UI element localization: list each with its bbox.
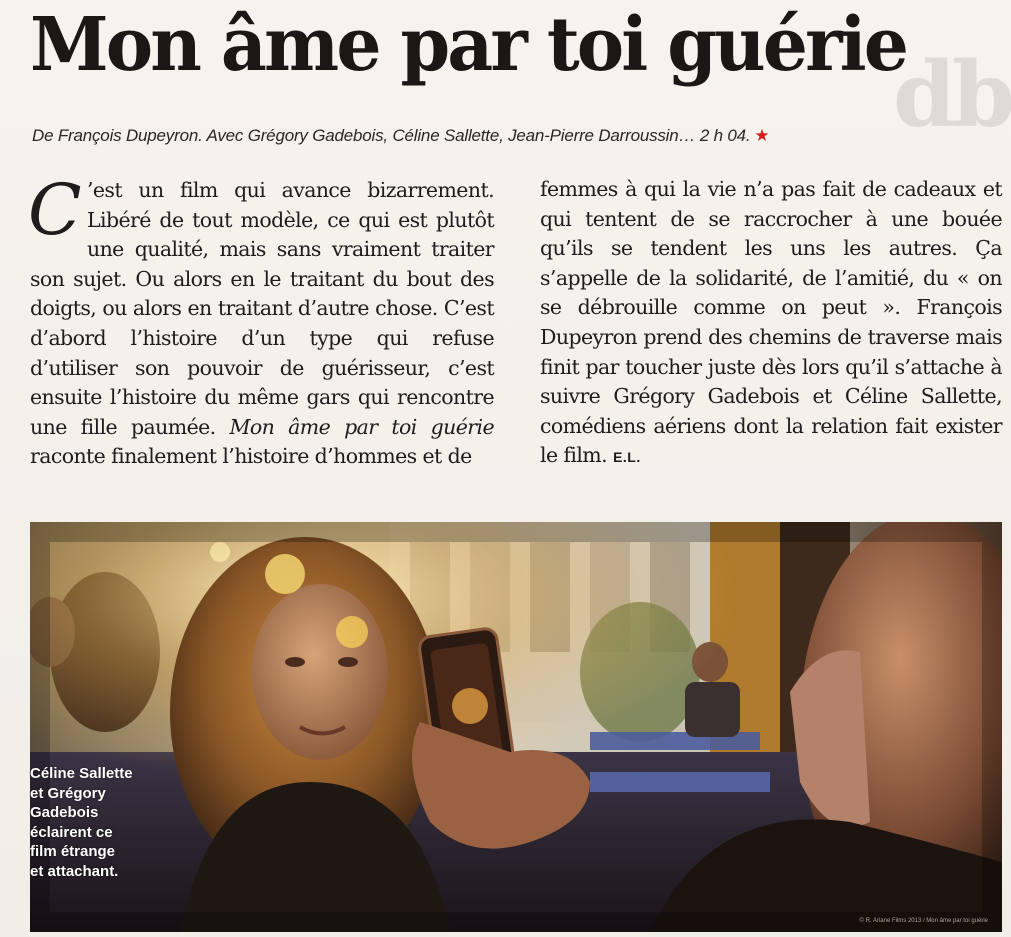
caption-line: Céline Sallette [30,765,133,782]
film-title-inline: Mon âme par toi guérie [229,414,494,439]
film-still-photo [30,522,1002,932]
film-still-illustration [30,522,1002,932]
caption-line: Gadebois [30,804,99,821]
left-column-lead: ’est un film qui avance bizarrement. Libéré de tout modèle, ce qui est plutôt une qualité, mais sans vraiment traiter son sujet. Ou alors en le traitant du bout des doigts, ou alors en traitant d’autre chose. C’est d’abord l’histoire d’un type qui refuse d’utiliser son pouvoir de guérisseur, c’est ensuite l’histoire du même gars qui rencontre une fille paumée. [30,178,494,439]
left-column-tail: raconte finalement l’histoire d’hommes et de [30,444,472,469]
caption-line: film étrange [30,843,116,860]
caption-line: éclairent ce [30,823,113,841]
caption-line: et attachant. [30,862,119,880]
article-column-right [540,175,1002,473]
photo-credit: © R. Ariane Films 2013 / Mon âme par toi guérie [859,918,988,924]
bleed-through-letters: db [893,42,1011,148]
article-title: Mon âme par toi guérie [30,2,907,88]
drop-cap: C [28,169,81,251]
right-column-text: femmes à qui la vie n’a pas fait de cadeaux et qui tentent de se raccrocher à une bouée qu’ils se tendent les uns les autres. Ça s’appelle de la solidarité, de l’amitié, du « on se débrouille comme on peut ». François Dupeyron prend des chemins de traverse mais finit par toucher juste dès lors qu’il s’attache à suivre Grégory Gadebois et Céline Sallette, comédiens aériens dont la relation fait exister le film. [540,177,1002,468]
credits-text: De François Dupeyron. Avec Grégory Gadebois, Céline Sallette, Jean-Pierre Darroussin… 2 h 04. [32,126,751,145]
article-column-left [28,169,494,472]
rating-star-icon: ★ [754,126,770,145]
author-signature: E.L. [613,449,641,466]
caption-line: et Grégory [30,784,106,802]
film-credits [32,126,769,146]
photo-caption [30,764,133,881]
